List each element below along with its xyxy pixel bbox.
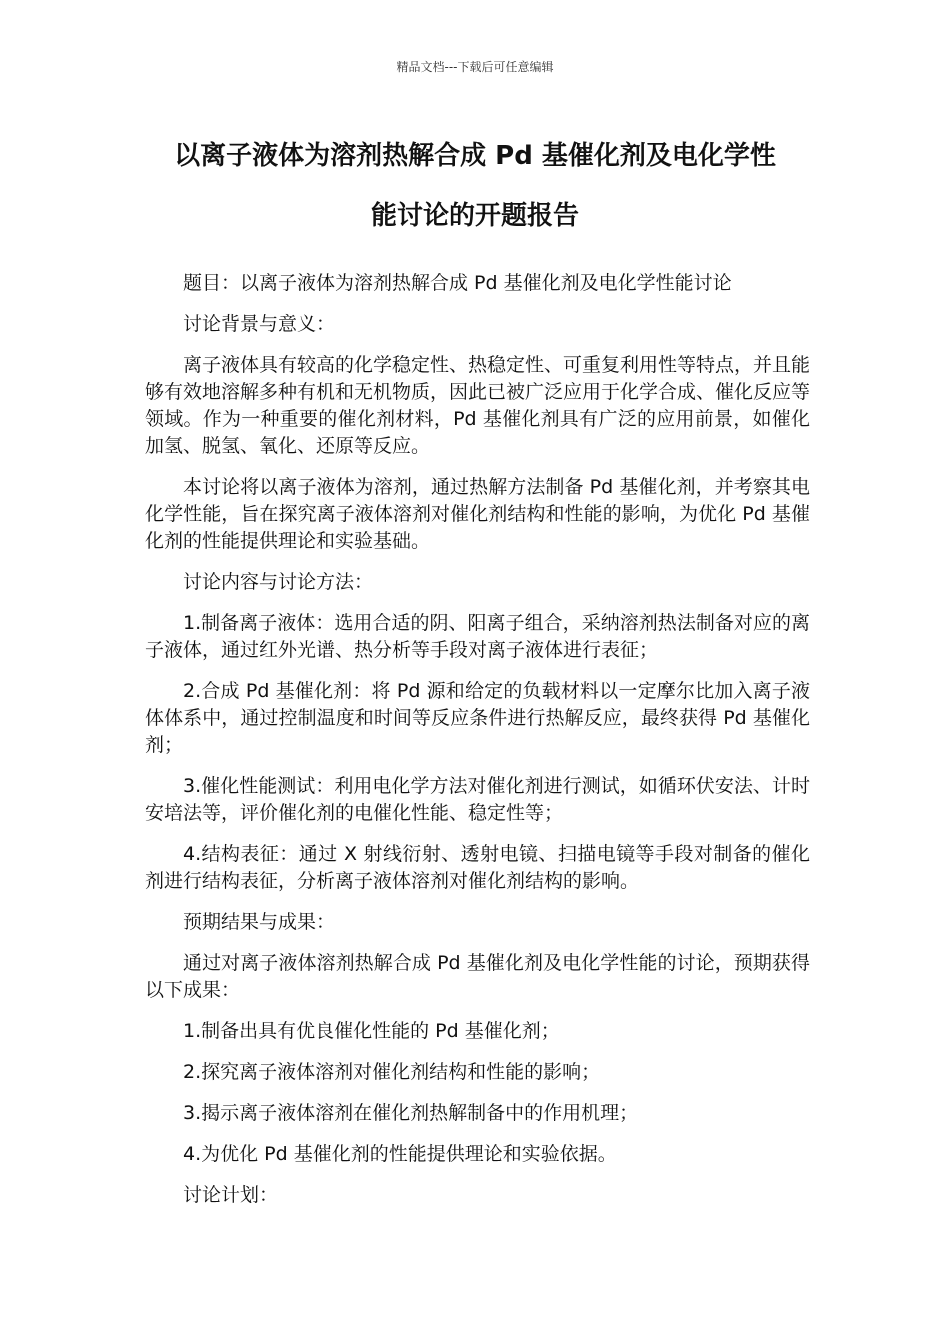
section-heading-background: 讨论背景与意义： — [183, 313, 336, 335]
header-note: 精品文档---下载后可任意编辑 — [396, 60, 554, 74]
result-item-2: 2.探究离子液体溶剂对催化剂结构和性能的影响； — [183, 1061, 601, 1083]
paragraph-purpose: 本讨论将以离子液体为溶剂，通过热解方法制备 Pd 基催化剂，并考察其电化学性能，旨在探究离子液体溶剂对催化剂结构和性能的影响，为优化 Pd 基催化剂的性能提供理论和实验基础。 — [145, 476, 810, 552]
section-heading-plan: 讨论计划： — [183, 1184, 279, 1206]
result-item-4: 4.为优化 Pd 基催化剂的性能提供理论和实验依据。 — [183, 1143, 617, 1165]
method-item-2: 2.合成 Pd 基催化剂：将 Pd 源和给定的负载材料以一定摩尔比加入离子液体体系中，通过控制温度和时间等反应条件进行热解反应，最终获得 Pd 基催化剂； — [145, 680, 810, 756]
method-item-4: 4.结构表征：通过 X 射线衍射、透射电镜、扫描电镜等手段对制备的催化剂进行结构表征，分析离子液体溶剂对催化剂结构的影响。 — [145, 843, 810, 892]
document-title — [130, 126, 820, 246]
title-line-1: 以离子液体为溶剂热解合成 Pd 基催化剂及电化学性 — [174, 141, 776, 171]
method-item-1: 1.制备离子液体：选用合适的阴、阳离子组合，采纳溶剂热法制备对应的离子液体，通过红外光谱、热分析等手段对离子液体进行表征； — [145, 612, 810, 661]
paragraph-background: 离子液体具有较高的化学稳定性、热稳定性、可重复利用性等特点，并且能够有效地溶解多种有机和无机物质，因此已被广泛应用于化学合成、催化反应等领域。作为一种重要的催化剂材料，Pd 基催化剂具有广泛的应用前景，如催化加氢、脱氢、氧化、还原等反应。 — [145, 354, 811, 457]
section-heading-methods: 讨论内容与讨论方法： — [183, 571, 374, 593]
section-heading-results: 预期结果与成果： — [183, 911, 336, 933]
paragraph-results-intro: 通过对离子液体溶剂热解合成 Pd 基催化剂及电化学性能的讨论，预期获得以下成果： — [145, 952, 810, 1001]
topic-line: 题目：以离子液体为溶剂热解合成 Pd 基催化剂及电化学性能讨论 — [183, 272, 732, 294]
title-line-2: 能讨论的开题报告 — [370, 201, 579, 231]
result-item-3: 3.揭示离子液体溶剂在催化剂热解制备中的作用机理； — [183, 1102, 639, 1124]
document-body — [145, 270, 810, 1223]
result-item-1: 1.制备出具有优良催化性能的 Pd 基催化剂； — [183, 1020, 560, 1042]
method-item-3: 3.催化性能测试：利用电化学方法对催化剂进行测试，如循环伏安法、计时安培法等，评价催化剂的电催化性能、稳定性等； — [145, 775, 810, 824]
